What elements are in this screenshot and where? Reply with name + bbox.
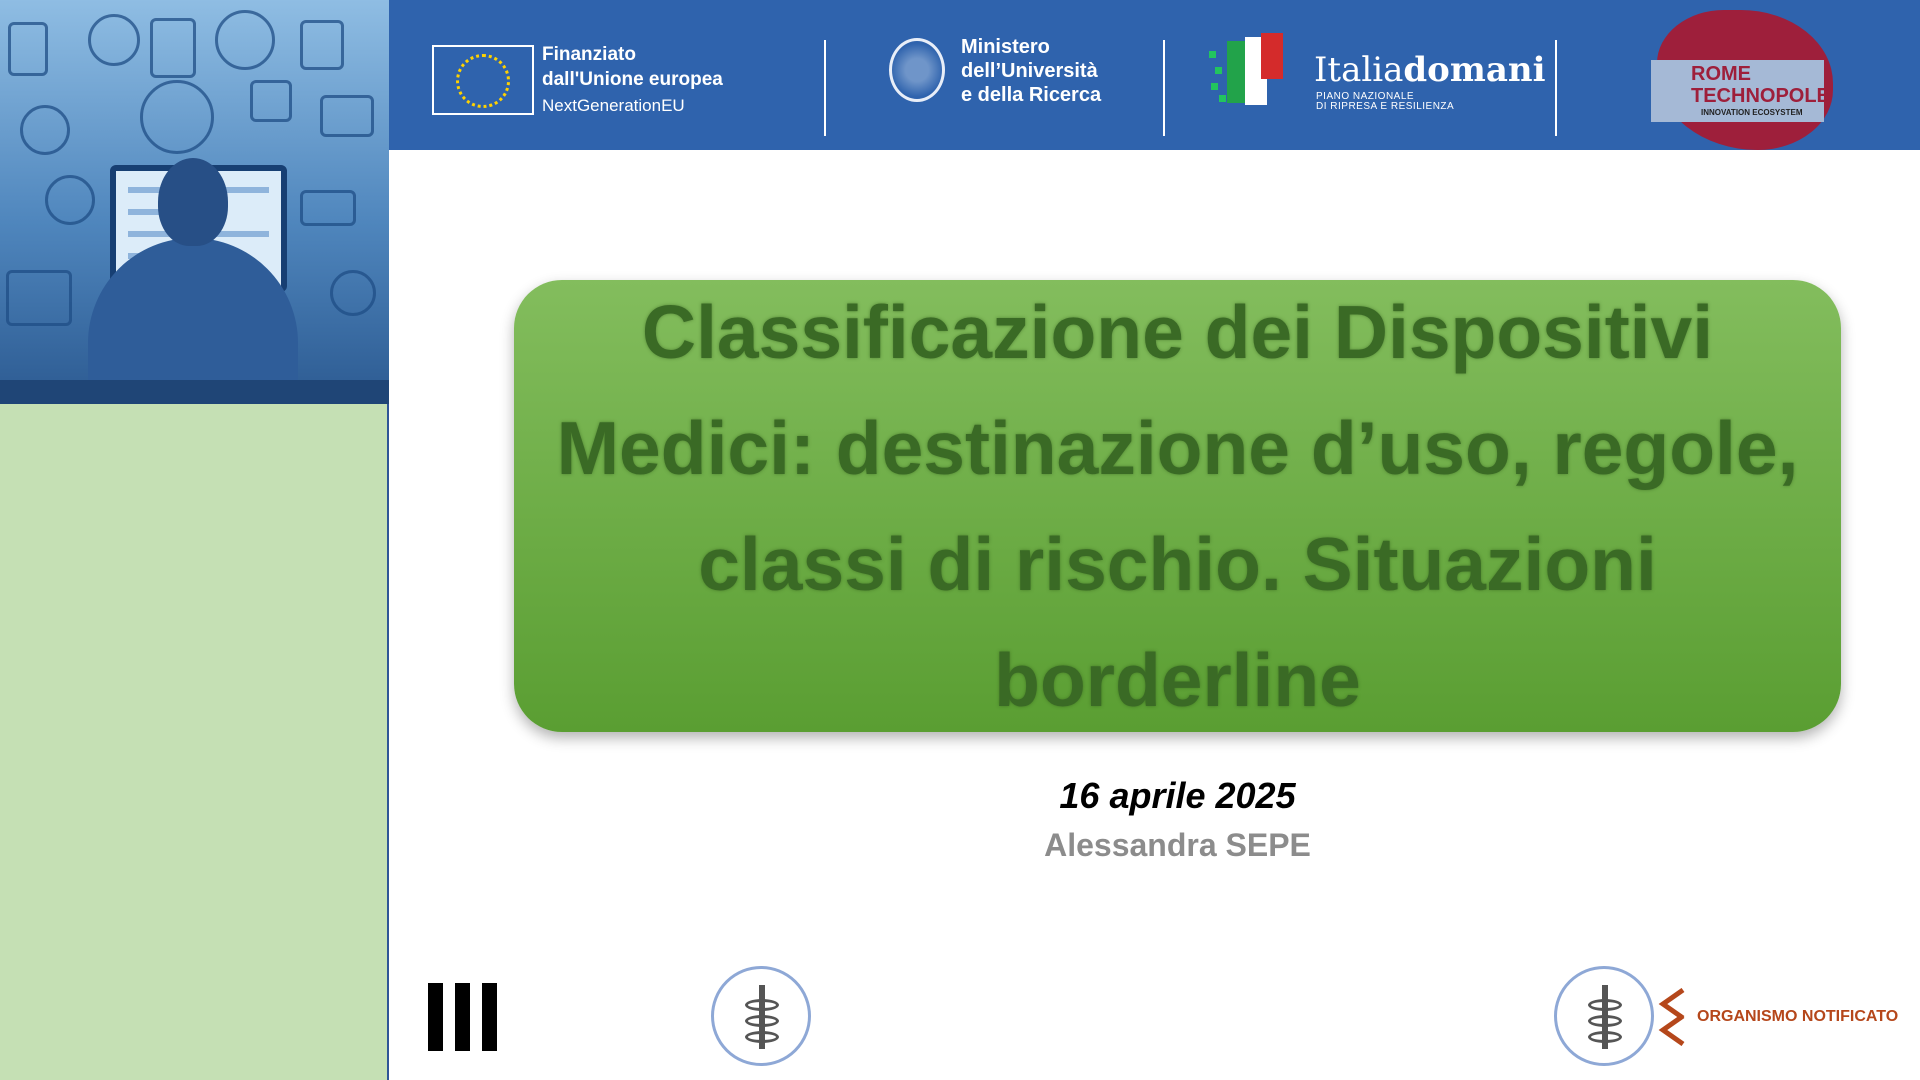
italiadomani-subtitle-line2: DI RIPRESA E RESILIENZA <box>1316 101 1455 112</box>
slide-author: Alessandra SEPE <box>1044 827 1311 863</box>
slide-date: 16 aprile 2025 <box>1059 775 1296 816</box>
italiadomani-flag-icon <box>1209 33 1289 113</box>
ministry-label-line1: Ministero <box>961 36 1050 58</box>
ministry-label-line2: dell’Università <box>961 60 1098 82</box>
eu-label-line2: dall'Unione europea <box>542 69 723 90</box>
eu-label-line1: Finanziato <box>542 44 636 65</box>
italiadomani-logo-text: Italiadomani <box>1314 50 1546 90</box>
eu-label-line3: NextGenerationEU <box>542 96 685 115</box>
iss-seal-icon <box>1554 966 1654 1066</box>
banner-divider <box>1555 40 1557 136</box>
italiadomani-subtitle-line1: PIANO NAZIONALE <box>1316 91 1415 102</box>
desk-illustration <box>0 380 389 404</box>
person-head-illustration <box>158 158 228 246</box>
rome-technopole-line2: TECHNOPOLE <box>1691 85 1830 107</box>
hero-illustration <box>0 0 389 404</box>
rome-technopole-line3: INNOVATION ECOSYSTEM <box>1701 108 1803 117</box>
organismo-notificato-chevron-icon <box>1657 988 1687 1046</box>
slide-title: Classificazione dei Dispositivi Medici: destinazione d’uso, regole, classi di rischio. Situazioni borderline <box>556 289 1799 723</box>
title-card <box>514 280 1841 732</box>
organismo-notificato-label: ORGANISMO NOTIFICATO <box>1697 1008 1899 1025</box>
banner-divider <box>1163 40 1165 136</box>
funding-banner <box>389 0 1920 150</box>
iss-seal-icon <box>711 966 811 1066</box>
left-panel <box>0 0 389 1080</box>
italian-republic-emblem-icon <box>889 38 945 102</box>
rome-technopole-line1: ROME <box>1691 63 1751 85</box>
banner-divider <box>824 40 826 136</box>
ministry-label-line3: e della Ricerca <box>961 84 1102 106</box>
eu-flag-icon <box>432 45 534 115</box>
